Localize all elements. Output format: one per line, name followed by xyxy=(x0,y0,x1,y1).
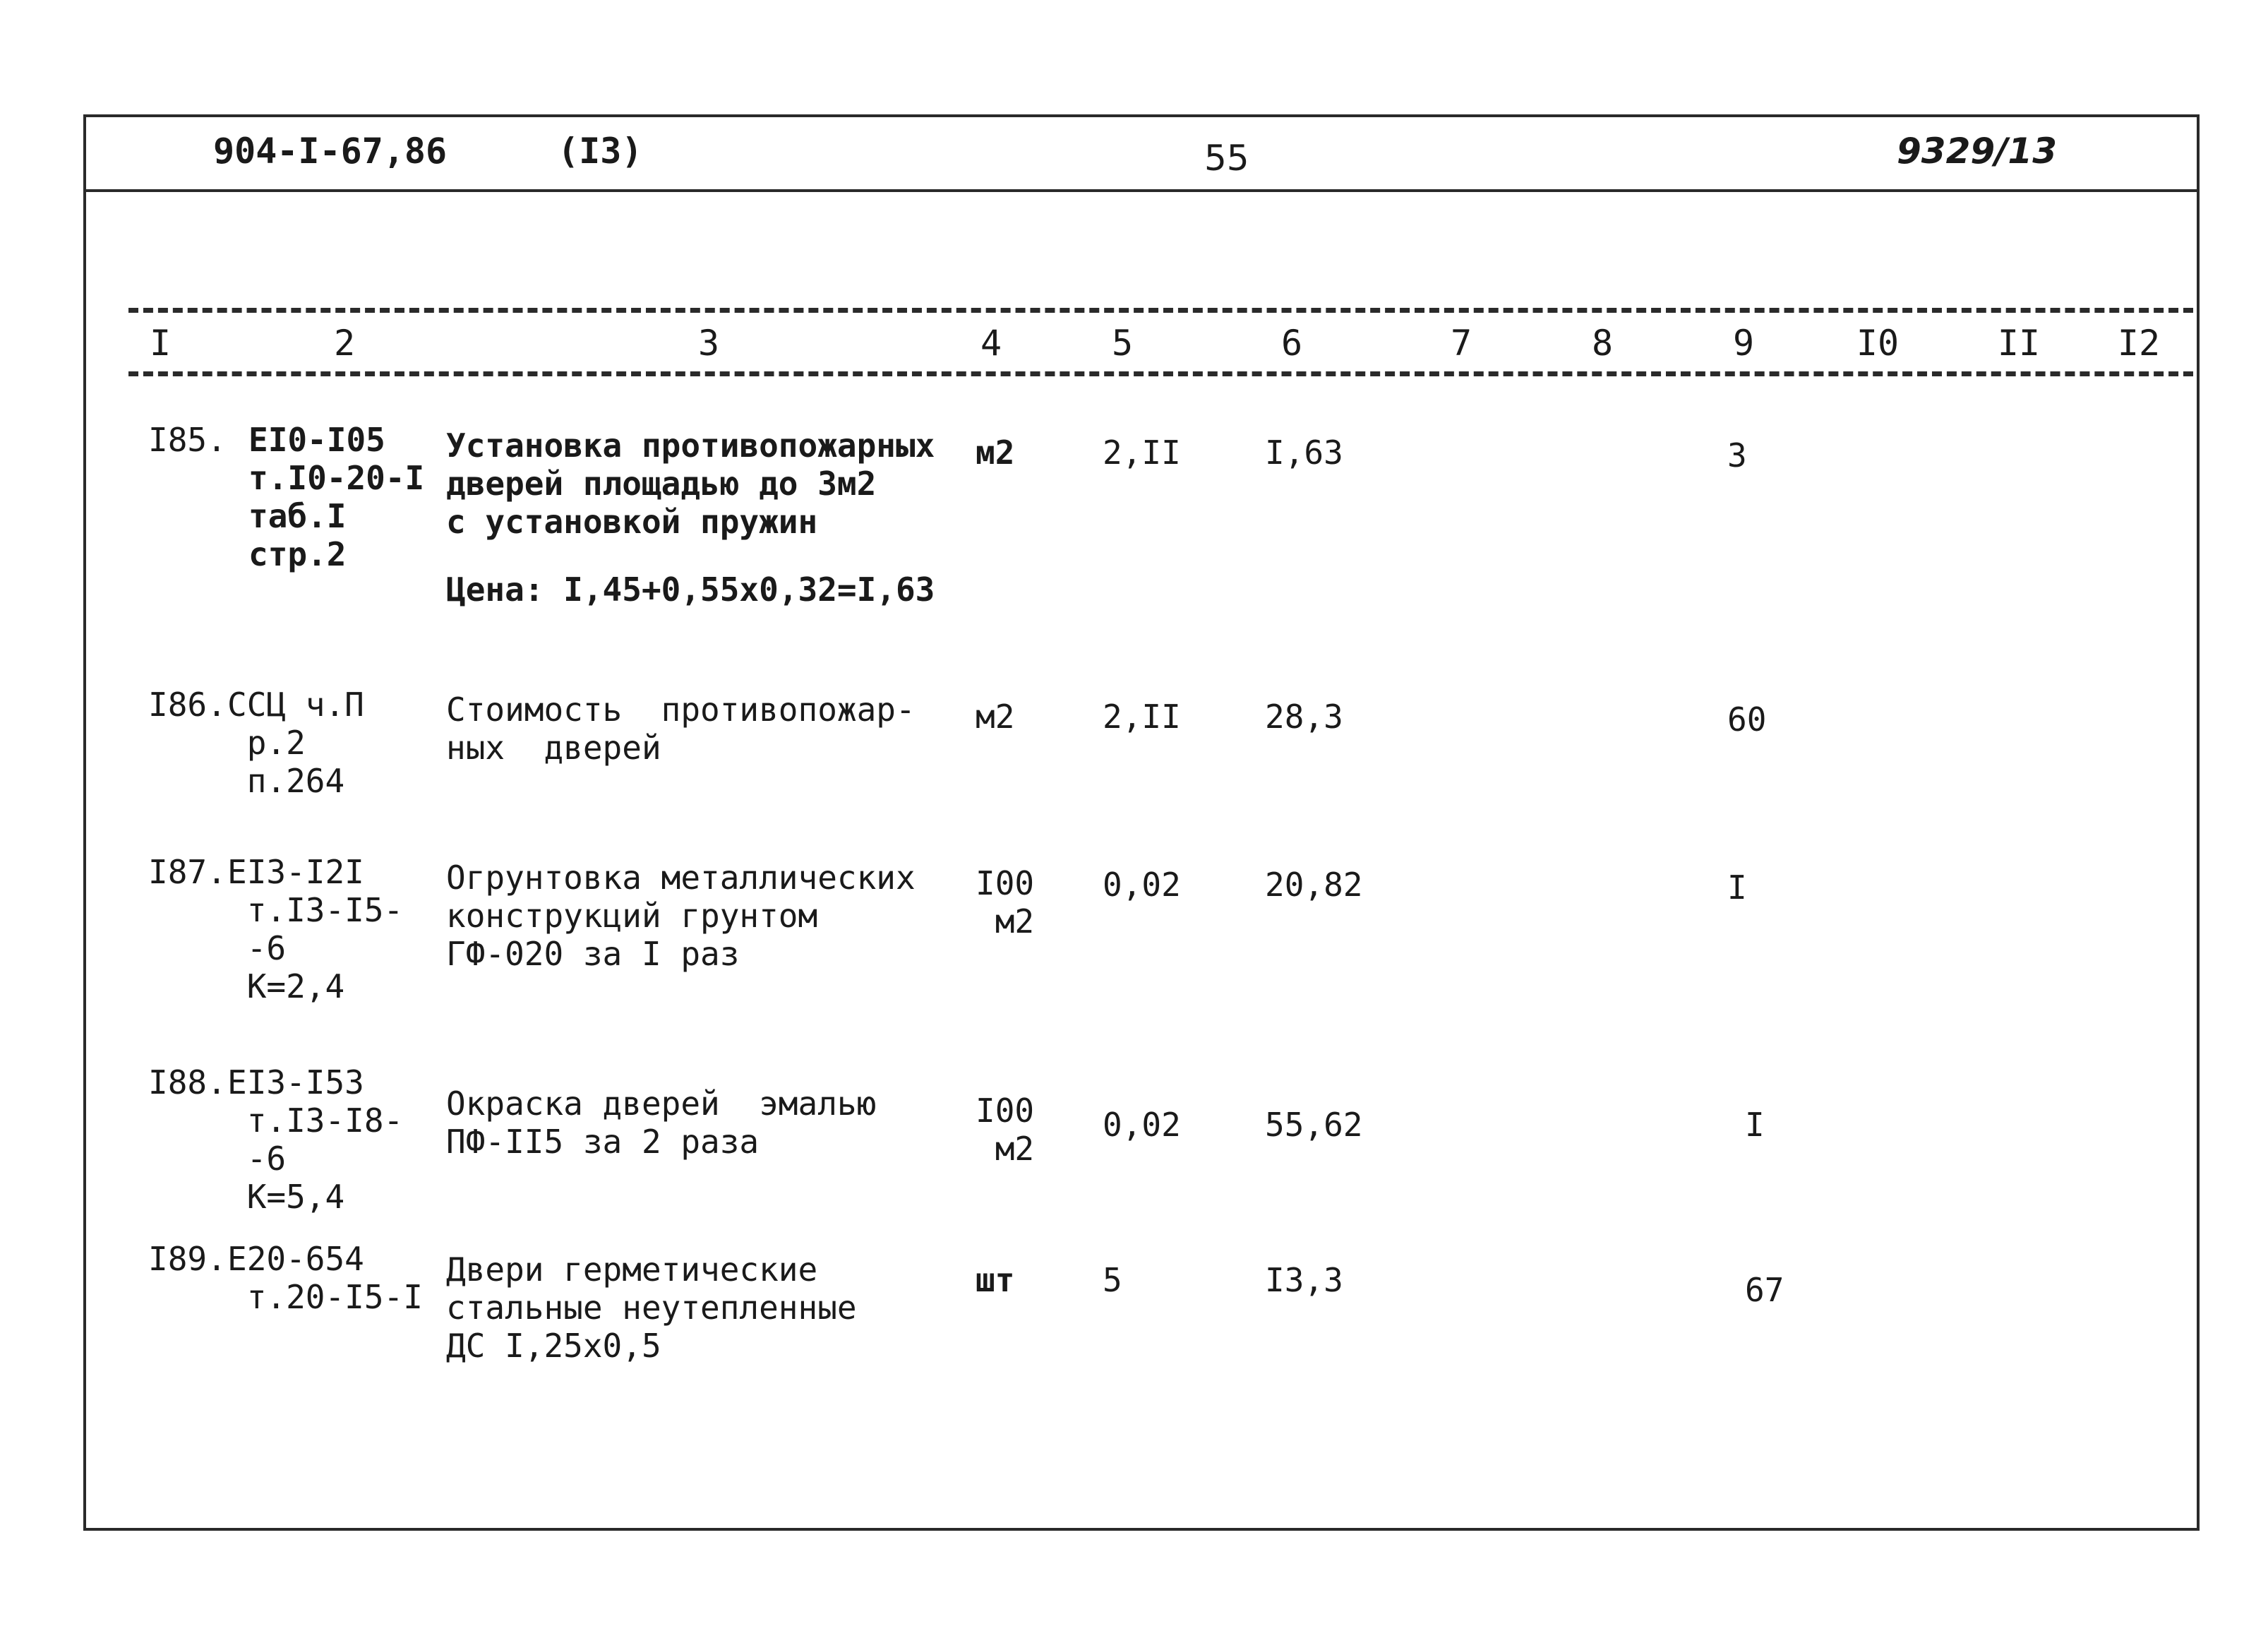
row-unit-price: I,63 xyxy=(1265,434,1343,472)
row-description: Окраска дверей эмалью ПФ-II5 за 2 раза xyxy=(446,1085,877,1161)
row-code: ССЦ ч.П р.2 п.264 xyxy=(227,686,364,800)
row-quantity: 0,02 xyxy=(1103,866,1181,904)
row-total: 3 xyxy=(1727,436,1747,474)
row-code: E20-654 т.20-I5-I xyxy=(227,1240,423,1316)
column-number: 3 xyxy=(697,323,720,364)
row-description: Двери герметические стальные неутепленные ДС I,25х0,5 xyxy=(446,1250,857,1365)
column-header-bottom-rule xyxy=(128,371,2193,376)
column-number: I xyxy=(149,323,172,364)
row-code: EI3-I2I т.I3-I5- -6 К=2,4 xyxy=(227,853,404,1005)
document-frame xyxy=(83,114,2200,1531)
row-quantity: 2,II xyxy=(1103,698,1181,736)
row-number: I86. xyxy=(148,686,227,724)
column-header-top-rule xyxy=(128,308,2193,313)
row-quantity: 0,02 xyxy=(1103,1106,1181,1144)
column-number: 8 xyxy=(1591,323,1614,364)
row-unit-price: 28,3 xyxy=(1265,698,1343,736)
row-unit: I00 м2 xyxy=(976,864,1035,940)
row-number: I88. xyxy=(148,1063,227,1101)
row-price-note: Цена: I,45+0,55х0,32=I,63 xyxy=(446,570,935,609)
row-unit: I00 м2 xyxy=(976,1092,1035,1168)
row-description: Огрунтовка металлических конструкций грунтом ГФ-020 за I раз xyxy=(446,859,916,973)
row-description: Установка противопожарных дверей площадью до 3м2 с установкой пружин xyxy=(446,426,935,541)
row-total: 60 xyxy=(1727,700,1767,739)
row-number: I85. xyxy=(148,421,227,459)
row-code: EI3-I53 т.I3-I8- -6 К=5,4 xyxy=(227,1063,404,1216)
row-unit-price: I3,3 xyxy=(1265,1261,1343,1299)
column-number: 2 xyxy=(333,323,356,364)
document-code: 904-I-67,86 xyxy=(213,131,448,172)
row-quantity: 5 xyxy=(1103,1261,1122,1299)
row-total: 67 xyxy=(1745,1271,1784,1309)
sheet-number: (I3) xyxy=(558,131,643,172)
row-quantity: 2,II xyxy=(1103,434,1181,472)
column-number: 7 xyxy=(1450,323,1472,364)
row-code: EI0-I05 т.I0-20-I таб.I стр.2 xyxy=(248,421,425,573)
column-number: II xyxy=(1997,323,2041,364)
column-number: 9 xyxy=(1732,323,1755,364)
row-unit: м2 xyxy=(976,698,1015,736)
row-description: Стоимость противопожар- ных дверей xyxy=(446,691,916,767)
column-number: 6 xyxy=(1280,323,1303,364)
row-number: I87. xyxy=(148,853,227,891)
document-number: 9329/13 xyxy=(1897,131,2058,172)
row-total: I xyxy=(1745,1106,1765,1144)
column-number: 4 xyxy=(980,323,1002,364)
row-unit: м2 xyxy=(976,434,1015,472)
column-number: I2 xyxy=(2117,323,2161,364)
column-number: 5 xyxy=(1111,323,1134,364)
page-header xyxy=(86,117,2197,192)
row-unit: шт xyxy=(976,1261,1015,1299)
row-unit-price: 20,82 xyxy=(1265,866,1363,904)
row-number: I89. xyxy=(148,1240,227,1278)
row-unit-price: 55,62 xyxy=(1265,1106,1363,1144)
row-total: I xyxy=(1727,868,1747,907)
column-number: I0 xyxy=(1856,323,1900,364)
page-number: 55 xyxy=(1204,138,1249,179)
